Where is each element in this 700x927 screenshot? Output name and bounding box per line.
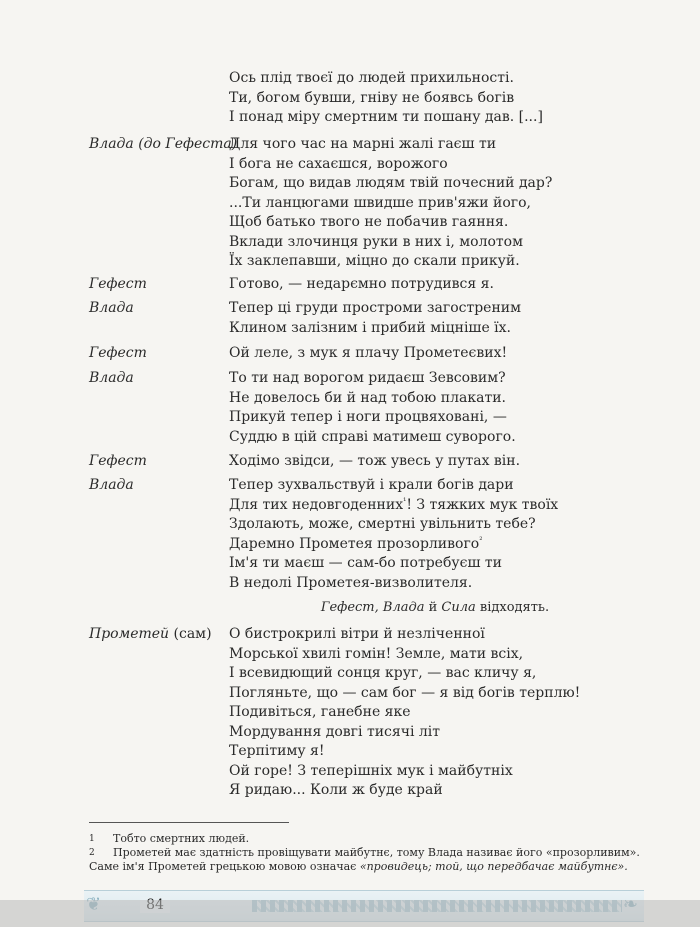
verse-line: Подивіться, ганебне яке — [229, 704, 411, 720]
footnote-text: Прометей має здатність провіщувати майбутнє, тому Влада називає його «прозорливим». — [113, 846, 640, 859]
verse-line: Ім'я ти маєш — сам-бо потребуєш ти — [229, 555, 502, 571]
footnote-number: 1 — [89, 834, 95, 844]
verse-line: І понад міру смертним ти пошану дав. [...] — [229, 109, 543, 125]
footnote-text-a: Саме ім'я Прометей грецькою мовою означає — [89, 860, 360, 873]
speaker-note: (сам) — [169, 626, 212, 642]
speaker-name: Влада — [89, 370, 134, 386]
stage-action: відходять. — [475, 600, 550, 615]
dialogue-block — [0, 476, 700, 593]
footnote-text-b: «провидець; той, що передбачає майбутнє». — [359, 860, 628, 873]
stage-direction — [0, 598, 700, 617]
verse-line: Вклади злочинця руки в них і, молотом — [229, 233, 523, 250]
verse-line: Ой горе! З теперішніх мук і майбутніх — [229, 762, 513, 779]
verse-line: Ти, богом бувши, гніву не боявсь богів — [229, 89, 515, 106]
verse-line: Ось плід твоєї до людей прихильності. — [229, 70, 514, 86]
footnote-2 — [89, 846, 654, 874]
dialogue-block — [0, 275, 700, 295]
verse-line: То ти над ворогом ридаєш Зевсовим? — [229, 370, 506, 386]
footnote-number: 2 — [89, 848, 95, 858]
speaker-name: Влада — [89, 477, 134, 493]
dialogue-block — [0, 69, 700, 128]
verse-line: О бистрокрилі вітри й незліченної — [229, 626, 485, 642]
verse-line: Тепер зухвальствуй і крали богів дари — [229, 477, 514, 493]
footnote-1 — [89, 832, 654, 846]
speaker-name: Влада (до Гефеста) — [89, 136, 238, 152]
stage-conj: й — [424, 600, 442, 615]
verse-line: Для чого час на марні жалі гаєш ти — [229, 136, 497, 152]
verse-line: Мордування довгі тисячі літ — [229, 723, 440, 740]
footnote-divider — [89, 822, 289, 823]
stage-names: Гефест, Влада — [320, 600, 425, 615]
verse-line: Готово, — недарємно потрудився я. — [229, 276, 494, 292]
dialogue-block — [0, 369, 700, 447]
verse-line: Ходімо звідси, — тож увесь у путах він. — [229, 453, 521, 469]
speaker-name — [89, 625, 212, 645]
footnote-text-continued — [89, 860, 654, 874]
dialogue-block — [0, 135, 700, 272]
verse-line: Для тих недовгоденних$^{^1}$! З тяжких мук твоїх — [229, 495, 559, 513]
stage-names-2: Сила — [441, 600, 476, 615]
verse-line: Морської хвилі гомін! Земле, мати всіх, — [229, 645, 524, 662]
verse-line: Клином залізним і прибий міцніше їх. — [229, 319, 511, 336]
verse-line: І бога не сахаєшся, ворожого — [229, 155, 448, 172]
verse-line: Їх заклепавши, міцно до скали прикуй. — [229, 253, 520, 269]
scan-shadow — [0, 900, 700, 927]
verse-line: Не довелось би й над тобою плакати. — [229, 389, 506, 406]
verse-line: Терпітиму я! — [229, 743, 325, 759]
verse-line: ...Ти ланцюгами швидше прив'яжи його, — [229, 194, 532, 211]
verse-line: Погляньте, що — сам бог — я від богів терплю! — [229, 684, 581, 701]
verse-line: Прикуй тепер і ноги процвяховані, — — [229, 409, 507, 425]
dialogue-block — [0, 625, 700, 801]
verse-line: Я ридаю... Коли ж буде край — [229, 782, 443, 798]
footnote-text: Тобто смертних людей. — [113, 832, 250, 845]
speaker-label: Прометей — [89, 626, 170, 642]
verse-line: Щоб батько твого не побачив гаяння. — [229, 214, 509, 230]
verse-line: Даремно Прометея прозорливого$^{^2}$ — [229, 534, 483, 552]
dialogue-block — [0, 452, 700, 472]
verse-line: Богам, що видав людям твій почесний дар? — [229, 175, 553, 191]
verse-line: І всевидющий сонця круг, — вас кличу я, — [229, 665, 537, 681]
speaker-name: Гефест — [89, 345, 147, 361]
verse-line: В недолі Прометея-визволителя. — [229, 574, 473, 591]
verse-line: Ой леле, з мук я плачу Прометеєвих! — [229, 345, 508, 361]
dialogue-block — [0, 344, 700, 364]
speaker-name: Влада — [89, 300, 134, 316]
dialogue-block — [0, 299, 700, 338]
verse-line: Суддю в цій справі матимеш суворого. — [229, 428, 516, 445]
speaker-name: Гефест — [89, 453, 147, 469]
verse-line: Здолають, може, смертні увільнить тебе? — [229, 516, 536, 532]
verse-line: Тепер ці груди простроми загостреним — [229, 300, 522, 316]
speaker-name: Гефест — [89, 276, 147, 292]
